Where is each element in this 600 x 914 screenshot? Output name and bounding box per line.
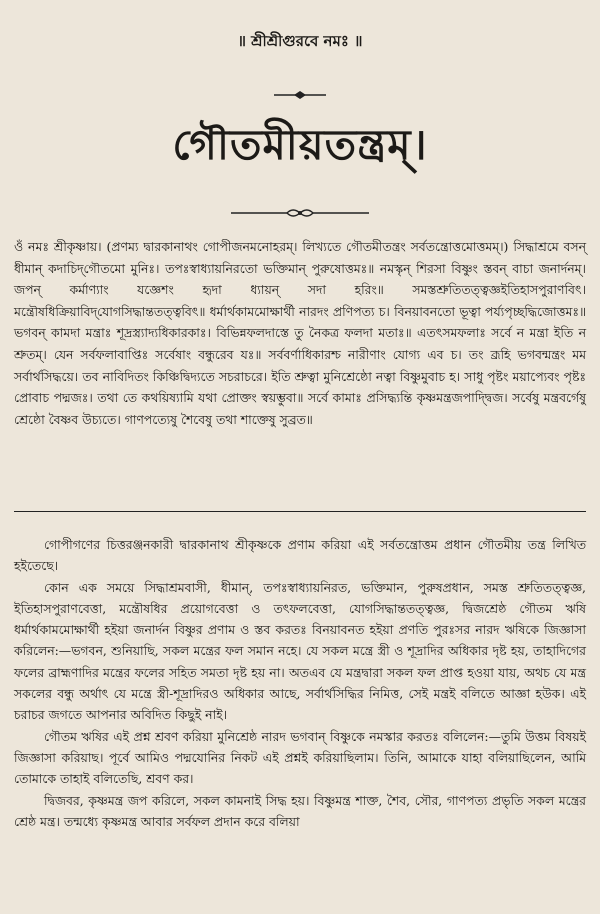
- bengali-translation: [14, 534, 586, 832]
- top-ornament: [270, 88, 330, 102]
- paragraph: দ্বিজবর, কৃষ্ণমন্ত্র জপ করিলে, সকল কামনাই সিদ্ধ হয়। বিষ্ণুমন্ত্র শাক্ত, শৈব, সৌর, গাণপত্য প্রভৃতি সকল মন্ত্রের শ্রেষ্ঠ মন্ত্র। তন্মধ্যে কৃষ্ণমন্ত্র আবার সর্বফল প্রদান করে বলিয়া: [14, 792, 586, 829]
- paragraph: কোন এক সময়ে সিদ্ধাশ্রমবাসী, ধীমান্, তপঃস্বাধ্যায়নিরত, ভক্তিমান, পুরুষপ্রধান, সমস্ত শ্রুতিতত্ত্বজ্ঞ, ইতিহাসপুরাণবেত্তা, মন্ত্রৌষধির প্রয়োগবেত্তা ও তৎফলবেত্তা, যোগসিদ্ধান্ততত্ত্বজ্ঞ, দ্বিজশ্রেষ্ঠ গৌতম ঋষি ধর্মার্থকামমোক্ষার্থী হইয়া জনার্দন বিষ্ণুর প্রণাম ও স্তব করতঃ বিনয়াবনত হইয়া প্রণতি পুরঃসর নারদ ঋষিকে জিজ্ঞাসা করিলেন:—ভগবন, শুনিয়াছি, সকল মন্ত্রের ফল সমান নহে। যে সকল মন্ত্রে স্ত্রী ও শূদ্রাদির অধিকার দৃষ্ট হয়, তাহাদিগের ফলের ব্রাহ্মণাদির মন্ত্রের ফলের সহিত সমতা দৃষ্ট হয় না। অতএব যে মন্ত্রদ্বারা সকল ফল প্রাপ্ত হওয়া যায়, অথচ যে মন্ত্র সকলের বন্ধু অর্থাৎ যে মন্ত্রে স্ত্রী-শূদ্রাদিরও অধিকার আছে, সর্বার্থসিদ্ধির নিমিত্ত, সেই মন্ত্রই বলিতে আজ্ঞা হউক। এই চরাচর জগতে আপনার অবিদিত কিছুই নাই।: [14, 579, 586, 723]
- page-title: গৌতমীয়তন্ত্রম্।: [172, 120, 428, 169]
- paragraph: গৌতম ঋষির এই প্রশ্ন শ্রবণ করিয়া মুনিশ্রেষ্ঠ নারদ ভগবান্ বিষ্ণুকে নমস্কার করতঃ বলিলেন:—তুমি উত্তম বিষয়ই জিজ্ঞাসা করিয়াছ। পূর্বে আমিও পদ্মযোনির নিকট এই প্রশ্নই করিয়াছিলাম। তিনি, আমাকে যাহা বলিয়াছিলেন, আমি তোমাকে তাহাই বলিতেছি, শ্রবণ কর।: [14, 728, 586, 787]
- title-ornament: [225, 205, 375, 221]
- invocation-line: ॥ শ্রীশ্রীগুরবে নমঃ ॥: [237, 32, 363, 50]
- sanskrit-verses: ওঁ নমঃ শ্রীকৃষ্ণায়। (প্রণম্য দ্বারকানাথং গোপীজনমনোহরম্। লিখ্যতে গৌতমীতন্ত্রং সর্বতন্ত্রোত্তমোত্তমম্।) সিদ্ধাশ্রমে বসন্ ধীমান্ কদাচিদ্‌গৌতমো মুনিঃ। তপঃস্বাধ্যায়নিরতো ভক্তিমান্ পুরুষোত্তমঃ॥ নমস্কৃন্‌ শিরসা বিষ্ণুং স্তবন্ বাচা জনার্দনম্। জপন্ কর্মাণ্যাং যজ্ঞেশং হৃদা ধ্যায়ন্ সদা হরিং॥ সমস্তশ্রুতিতত্ত্বজ্ঞইতিহাসপুরাণবিৎ। মন্ত্রৌষধিক্রিয়াবিদ্‌যোগসিদ্ধান্ততত্ত্ববিৎ॥ ধর্মার্থকামমোক্ষার্থী নারদং প্রণিপত্য চ। বিনয়াবনতো ভূত্বা পর্য্যপৃচ্ছদ্ধিজোত্তমঃ॥ ভগবন্ কামদা মন্ত্রাঃ শূদ্রস্ত্র্যাদ্যধিকারকাঃ। বিভিন্নফলদাস্তে তু নৈকত্র ফলদা মতাঃ॥ এতৎসমফলাঃ সর্বে ন মন্ত্রা ইতি ন শ্রুতম্। যেন সর্বফলাবাপ্তিঃ সর্বেষাং বন্ধুরেব যঃ॥ সর্ববর্ণাধিকারশ্চ নারীণাং যোগ্য এব চ। তং ব্রূহি ভগবন্মন্ত্রং মম সর্বার্থসিদ্ধয়ে। তব নাবিদিতং কিঞ্চিদ্বিদ্যতে সচরাচরে। ইতি শ্রুত্বা মুনিশ্রেষ্ঠো নত্বা বিষ্ণুমুবাচ হ। সাধু পৃষ্টং ময়াপ্যেবং পৃষ্টঃ প্রোবাচ পদ্মজঃ। তথা তে কথয়িষ্যামি যথা প্রোক্তং স্বয়ম্ভুবা॥ সর্বে কামাঃ প্রসিদ্ধ্যন্তি কৃষ্ণমন্ত্রজপাদ্দ্বিজ। সর্বেষু মন্ত্রবর্গেষু শ্রেষ্ঠো বৈষ্ণব উচ্যতে। গাণপত্যেষু শৈবেষু তথা শাক্তেষু সুব্রত॥: [14, 239, 586, 427]
- section-divider: [14, 511, 586, 512]
- paragraph: গোপীগণের চিত্তরঞ্জনকারী দ্বারকানাথ শ্রীকৃষ্ণকে প্রণাম করিয়া এই সর্বতন্ত্রোত্তম প্রধান গৌতমীয় তন্ত্র লিখিত হইতেছে।: [14, 537, 586, 574]
